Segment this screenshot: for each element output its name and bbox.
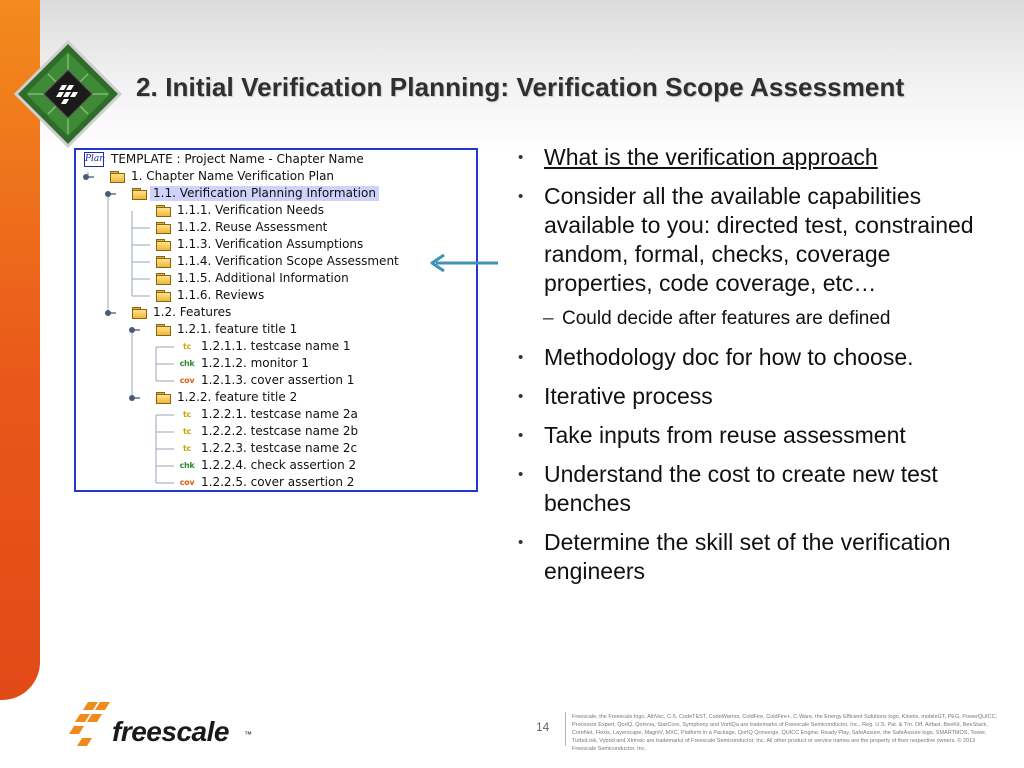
- tree-node-label: 1.1.6. Reviews: [177, 288, 265, 302]
- freescale-logo-icon: [68, 700, 112, 748]
- folder-icon: [156, 239, 171, 251]
- tree-node-label: 1.2.2.4. check assertion 2: [201, 458, 357, 472]
- tree-node-testcase-2b[interactable]: [178, 423, 361, 440]
- sub-bullet-item: [516, 306, 996, 331]
- bullet-text: What is the verification approach: [544, 144, 878, 170]
- bullet-text: Understand the cost to create new test benches: [544, 461, 938, 516]
- check-icon: chk: [179, 461, 195, 470]
- tree-node-reuse-assessment[interactable]: [156, 219, 330, 236]
- footer-divider: [565, 712, 566, 746]
- tree-node-label: 1.2.2.3. testcase name 2c: [201, 441, 358, 455]
- sub-bullet-text: Could decide after features are defined: [562, 308, 891, 329]
- testcase-icon: tc: [183, 342, 191, 351]
- tree-node-label: 1.1.2. Reuse Assessment: [177, 220, 328, 234]
- trademark-symbol: ™: [244, 730, 252, 739]
- left-arrow-icon: [426, 252, 500, 274]
- testcase-icon: tc: [183, 444, 191, 453]
- tree-node-cover-assertion-1[interactable]: [178, 372, 357, 389]
- folder-icon: [156, 290, 171, 302]
- folder-icon: [156, 324, 171, 336]
- bullet-text: Methodology doc for how to choose.: [544, 344, 914, 370]
- tree-node-label: 1.2.1.1. testcase name 1: [201, 339, 351, 353]
- bullet-text: Iterative process: [544, 383, 713, 409]
- verification-plan-tree: [74, 148, 478, 492]
- tree-node-feature-1[interactable]: [156, 321, 300, 338]
- tree-node-verification-assumptions[interactable]: [156, 236, 366, 253]
- folder-icon: [132, 307, 147, 319]
- tree-node-features[interactable]: [132, 304, 234, 321]
- tree-node-additional-information[interactable]: [156, 270, 352, 287]
- folder-icon: [156, 392, 171, 404]
- bullet-item: [516, 460, 996, 518]
- folder-icon: [156, 256, 171, 268]
- bullet-text: Determine the skill set of the verification engineers: [544, 529, 951, 584]
- folder-icon: [132, 188, 147, 200]
- bullet-item: [516, 421, 996, 450]
- bullet-list: [516, 143, 996, 596]
- tree-node-monitor-1[interactable]: [178, 355, 312, 372]
- folder-icon: [156, 205, 171, 217]
- coverage-icon: cov: [179, 376, 195, 385]
- bullet-text: Take inputs from reuse assessment: [544, 422, 906, 448]
- tree-node-verification-scope-assessment[interactable]: [156, 253, 402, 270]
- tree-node-chapter[interactable]: [110, 168, 337, 185]
- plan-icon: Plan: [84, 152, 104, 167]
- bullet-item: [516, 143, 996, 172]
- tree-node-label: TEMPLATE : Project Name - Chapter Name: [111, 152, 364, 166]
- tree-node-label: 1.2.2.1. testcase name 2a: [201, 407, 358, 421]
- testcase-icon: tc: [183, 427, 191, 436]
- tree-node-label: 1.2.2. feature title 2: [177, 390, 298, 404]
- check-icon: chk: [179, 359, 195, 368]
- legal-notice: Freescale, the Freescale logo, AltiVec, C-5, CodeTEST, CodeWarrior, ColdFire, ColdFire+, C-Ware, the Energy Efficient Solutions logo, Kinetis, mobileGT, PEG, PowerQUICC, Processor Expert, QorIQ, Qorivva, StarCore, Symphony and VortiQa are trademarks of Freescale Semiconductor, Inc., Reg. U.S. Pat. & Tm. Off. Airfast, BeeKit, BeeStack, CoreNet, Flexis, Layerscape, MagniV, MXC, Platform in a Package, QorIQ Qonverge, QUICC Engine, Ready Play, SafeAssure, the SafeAssure logo, SMARTMOS, Tower, TurboLink, Vybrid and Xtrinsic are trademarks of Freescale Semiconductor, Inc. All other product or service names are the property of their respective owners. © 2013 Freescale Semiconductor, Inc.: [572, 714, 998, 752]
- tree-node-check-assertion-2[interactable]: [178, 457, 359, 474]
- folder-icon: [156, 273, 171, 285]
- tree-node-label: 1.1.5. Additional Information: [177, 271, 349, 285]
- bullet-item: [516, 382, 996, 411]
- tree-node-label: 1.2.1.3. cover assertion 1: [201, 373, 355, 387]
- tree-node-feature-2[interactable]: [156, 389, 300, 406]
- tree-node-reviews[interactable]: [156, 287, 267, 304]
- tree-node-label: 1.1.1. Verification Needs: [177, 203, 325, 217]
- bullet-item: [516, 182, 996, 298]
- tree-node-root[interactable]: [84, 151, 367, 168]
- bullet-item: [516, 343, 996, 372]
- tree-node-label: 1.2. Features: [153, 305, 232, 319]
- tree-node-label: 1.2.1.2. monitor 1: [201, 356, 310, 370]
- page-number: 14: [536, 720, 550, 734]
- tree-node-label: 1.1. Verification Planning Information: [150, 186, 379, 201]
- tree-node-planning-information[interactable]: [132, 185, 379, 202]
- tree-node-label: 1.1.4. Verification Scope Assessment: [177, 254, 399, 268]
- tree-node-label: 1.2.1. feature title 1: [177, 322, 298, 336]
- bullet-item: [516, 528, 996, 586]
- brand-wordmark: freescale: [112, 716, 229, 747]
- tree-node-testcase-2a[interactable]: [178, 406, 361, 423]
- tree-node-label: 1. Chapter Name Verification Plan: [131, 169, 335, 183]
- tree-node-testcase-2c[interactable]: [178, 440, 360, 457]
- coverage-icon: cov: [179, 478, 195, 487]
- tree-node-testcase-1[interactable]: [178, 338, 354, 355]
- slide-title: 2. Initial Verification Planning: Verification Scope Assessment: [136, 72, 905, 102]
- processor-chip-icon: [14, 40, 122, 148]
- testcase-icon: tc: [183, 410, 191, 419]
- folder-icon: [110, 171, 125, 183]
- tree-node-label: 1.2.2.5. cover assertion 2: [201, 475, 355, 489]
- tree-node-cover-assertion-2[interactable]: [178, 474, 357, 491]
- tree-node-label: 1.2.2.2. testcase name 2b: [201, 424, 359, 438]
- bullet-text: Consider all the available capabilities available to you: directed test, constrained random, formal, checks, coverage properties, code coverage, etc…: [544, 183, 974, 296]
- tree-node-label: 1.1.3. Verification Assumptions: [177, 237, 364, 251]
- tree-node-verification-needs[interactable]: [156, 202, 327, 219]
- folder-icon: [156, 222, 171, 234]
